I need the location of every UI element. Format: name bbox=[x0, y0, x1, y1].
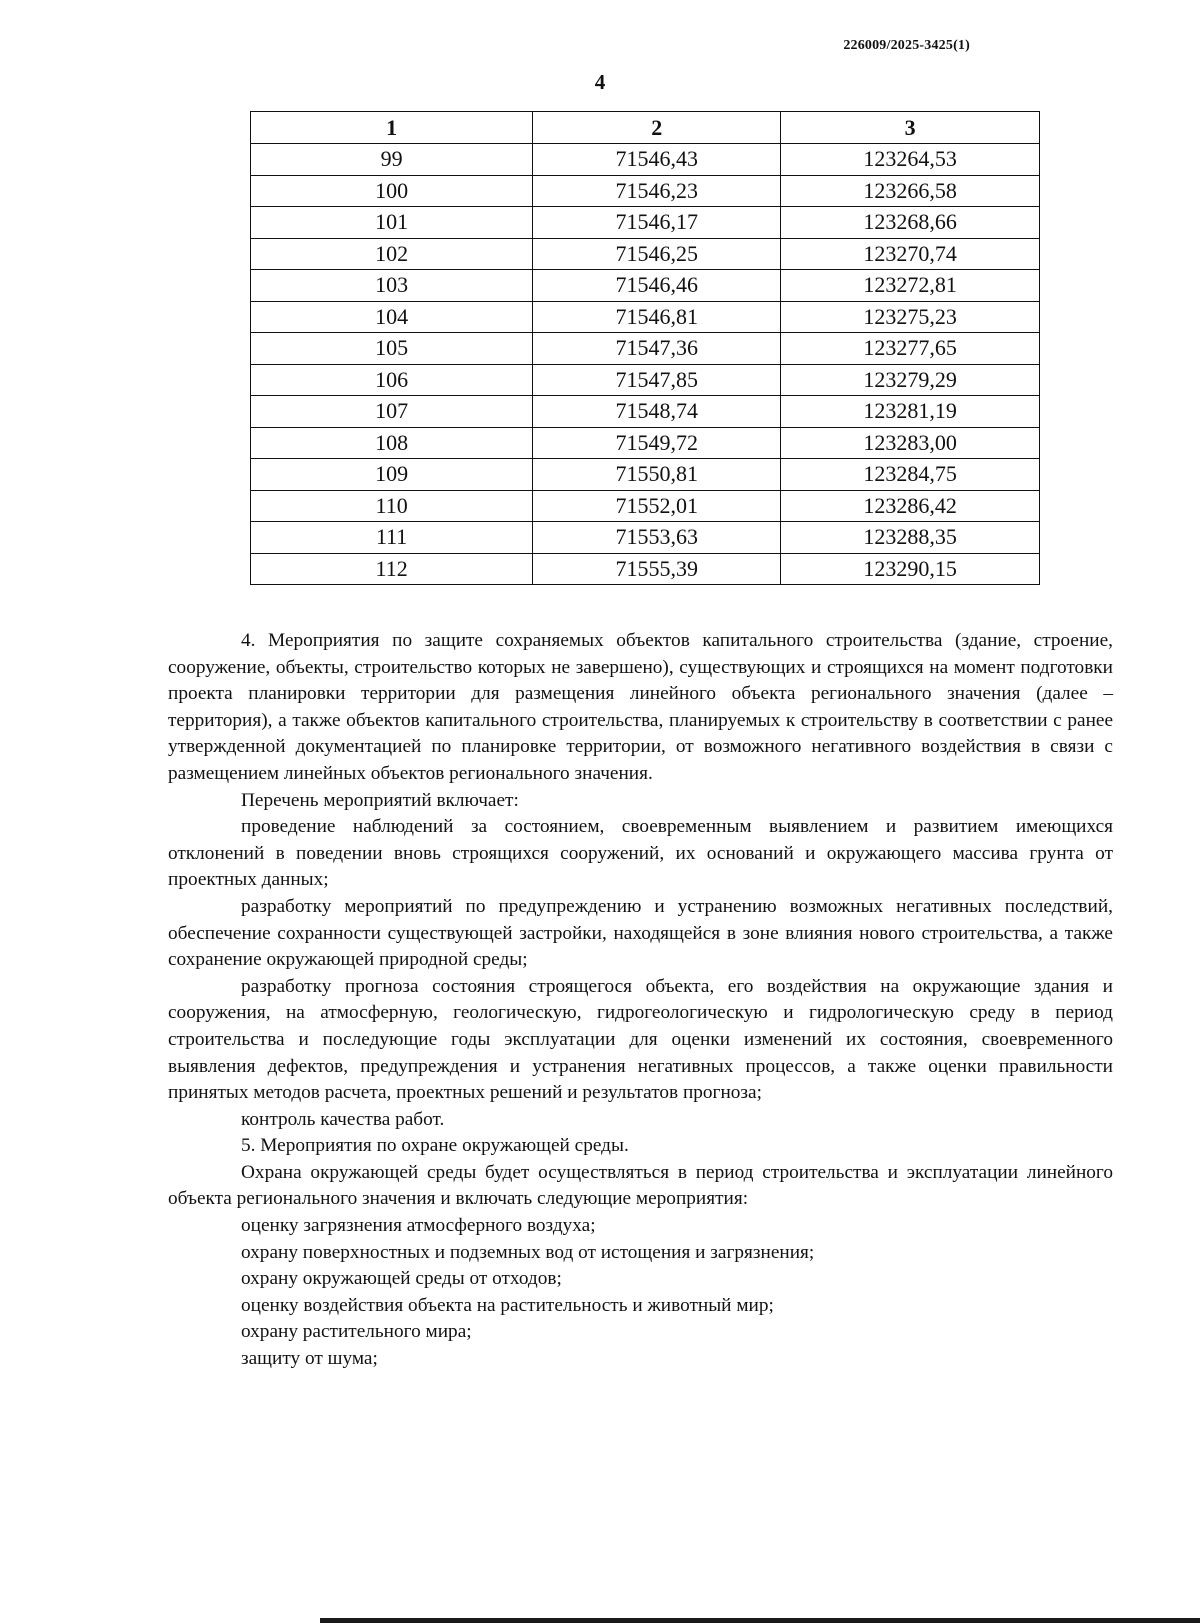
env-list-item: охрану поверхностных и подземных вод от истощения и загрязнения; bbox=[241, 1241, 815, 1263]
section-5-intro: Охрана окружающей среды будет осуществляться в период строительства и эксплуатации линейного объекта регионального значения и включать следующие мероприятия: bbox=[168, 1161, 1113, 1210]
table-cell: 123268,66 bbox=[781, 207, 1040, 239]
table-row bbox=[251, 270, 1040, 302]
env-list-item: оценку загрязнения атмосферного воздуха; bbox=[241, 1215, 596, 1237]
table-cell: 123272,81 bbox=[781, 270, 1040, 302]
list-item: проведение наблюдений за состоянием, своевременным выявлением и развитием имеющихся отклонений в поведении вновь строящихся сооружений, их оснований и окружающего массива грунта от проектных данных; bbox=[168, 816, 1113, 891]
table-cell: 104 bbox=[251, 301, 533, 333]
table-row bbox=[251, 333, 1040, 365]
list-item: разработку мероприятий по предупреждению и устранению возможных негативных последствий, обеспечение сохранности существующей застройки, находящейся в зоне влияния нового строительства, а также сохранение окружающей природной среды; bbox=[168, 895, 1113, 971]
table-cell: 123270,74 bbox=[781, 238, 1040, 270]
table-cell: 111 bbox=[251, 522, 533, 554]
table-cell: 107 bbox=[251, 396, 533, 428]
table-cell: 71546,46 bbox=[533, 270, 781, 302]
table-cell: 101 bbox=[251, 207, 533, 239]
env-list-item: охрану окружающей среды от отходов; bbox=[241, 1268, 562, 1290]
table-cell: 71552,01 bbox=[533, 490, 781, 522]
table-cell: 71546,81 bbox=[533, 301, 781, 333]
table-cell: 123277,65 bbox=[781, 333, 1040, 365]
table-cell: 109 bbox=[251, 459, 533, 491]
env-list-item: охрану растительного мира; bbox=[241, 1321, 472, 1343]
body-text bbox=[168, 628, 1113, 1373]
table-cell: 110 bbox=[251, 490, 533, 522]
section-5-title: 5. Мероприятия по охране окружающей среды. bbox=[241, 1135, 629, 1157]
table-cell: 123279,29 bbox=[781, 364, 1040, 396]
table-row bbox=[251, 175, 1040, 207]
table-row bbox=[251, 364, 1040, 396]
coordinates-table bbox=[250, 111, 1040, 585]
table-cell: 123286,42 bbox=[781, 490, 1040, 522]
table-cell: 123290,15 bbox=[781, 553, 1040, 585]
table-row bbox=[251, 301, 1040, 333]
table-cell: 71546,25 bbox=[533, 238, 781, 270]
table-cell: 71555,39 bbox=[533, 553, 781, 585]
table-cell: 71547,85 bbox=[533, 364, 781, 396]
section-4-paragraph: 4. Мероприятия по защите сохраняемых объектов капитального строительства (здание, строение, сооружение, объекты, строительство которых не завершено), существующих и строящихся на момент подготовки проекта планировки территории для размещения линейного объекта регионального значения (далее – территория), а также объектов капитального строительства, планируемых к строительству в соответствии с ранее утвержденной документацией по планировке территории, от возможного негативного воздействия в связи с размещением линейных объектов регионального значения. bbox=[168, 630, 1113, 784]
table-cell: 108 bbox=[251, 427, 533, 459]
table-row bbox=[251, 427, 1040, 459]
table-cell: 123284,75 bbox=[781, 459, 1040, 491]
table-row bbox=[251, 553, 1040, 585]
table-cell: 99 bbox=[251, 144, 533, 176]
table-cell: 102 bbox=[251, 238, 533, 270]
table-row bbox=[251, 490, 1040, 522]
table-header-row bbox=[251, 112, 1040, 144]
table-cell: 105 bbox=[251, 333, 533, 365]
table-row bbox=[251, 522, 1040, 554]
env-list-item: защиту от шума; bbox=[241, 1348, 378, 1370]
table-cell: 123264,53 bbox=[781, 144, 1040, 176]
table-cell: 123281,19 bbox=[781, 396, 1040, 428]
table-cell: 71548,74 bbox=[533, 396, 781, 428]
document-number: 226009/2025-3425(1) bbox=[843, 38, 970, 53]
table-row bbox=[251, 207, 1040, 239]
page-number: 4 bbox=[594, 70, 606, 94]
table-cell: 123283,00 bbox=[781, 427, 1040, 459]
table-cell: 123275,23 bbox=[781, 301, 1040, 333]
table-cell: 71546,43 bbox=[533, 144, 781, 176]
table-cell: 123266,58 bbox=[781, 175, 1040, 207]
table-row bbox=[251, 396, 1040, 428]
table-row bbox=[251, 238, 1040, 270]
table-cell: 71553,63 bbox=[533, 522, 781, 554]
table-cell: 112 bbox=[251, 553, 533, 585]
table-cell: 71546,17 bbox=[533, 207, 781, 239]
table-cell: 106 bbox=[251, 364, 533, 396]
column-header: 2 bbox=[533, 112, 781, 144]
env-list-item: оценку воздействия объекта на растительность и животный мир; bbox=[241, 1294, 774, 1316]
table-row bbox=[251, 144, 1040, 176]
table-cell: 123288,35 bbox=[781, 522, 1040, 554]
table-cell: 71547,36 bbox=[533, 333, 781, 365]
list-item: контроль качества работ. bbox=[241, 1108, 445, 1130]
table-cell: 71546,23 bbox=[533, 175, 781, 207]
table-cell: 103 bbox=[251, 270, 533, 302]
table-cell: 71550,81 bbox=[533, 459, 781, 491]
list-intro: Перечень мероприятий включает: bbox=[241, 789, 519, 811]
scan-edge-rule bbox=[320, 1618, 1200, 1623]
table-body bbox=[251, 144, 1040, 585]
table-row bbox=[251, 459, 1040, 491]
column-header: 1 bbox=[251, 112, 533, 144]
table-cell: 71549,72 bbox=[533, 427, 781, 459]
column-header: 3 bbox=[781, 112, 1040, 144]
list-item: разработку прогноза состояния строящегося объекта, его воздействия на окружающие здания и сооружения, на атмосферную, геологическую, гидрогеологическую и гидрологическую среду в период строительства и последующие годы эксплуатации для оценки изменений их состояния, своевременного выявления дефектов, предупреждения и устранения негативных процессов, а также оценки правильности принятых методов расчета, проектных решений и результатов прогноза; bbox=[168, 975, 1113, 1104]
table-cell: 100 bbox=[251, 175, 533, 207]
